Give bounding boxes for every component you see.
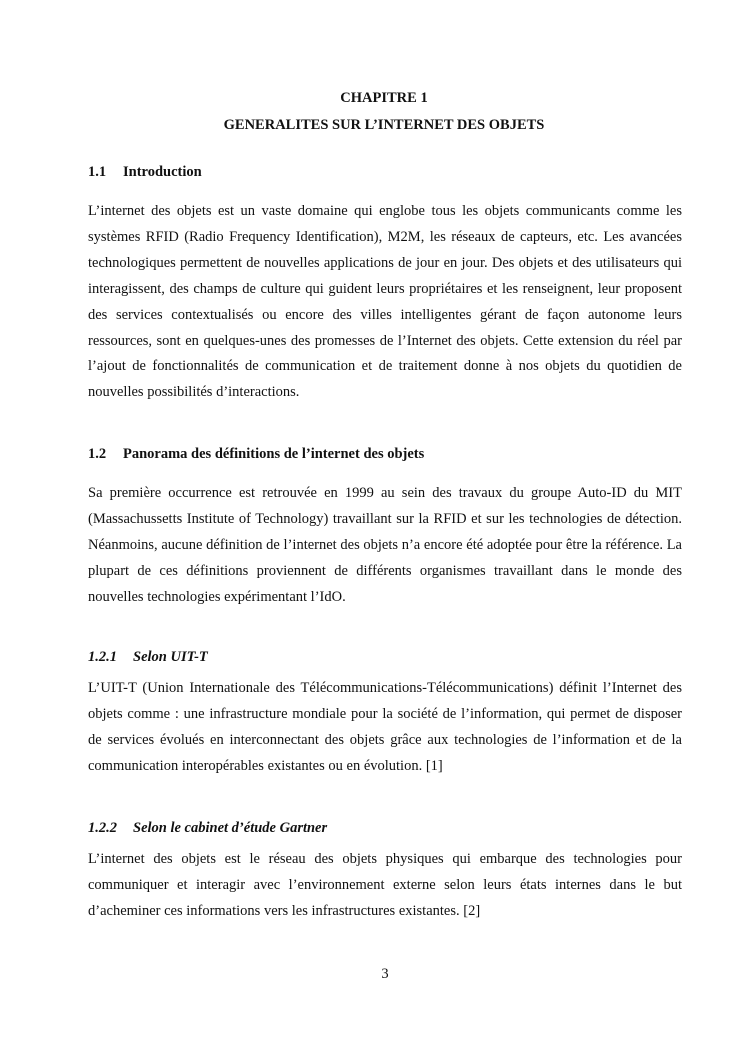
subsection-title: Selon UIT-T	[133, 649, 208, 665]
paragraph-intro: L’internet des objets est un vaste domaine qui englobe tous les objets communicants comme les systèmes RFID (Radio Frequency Identification), M2M, les réseaux de capteurs, etc. Les avancées technologiques permettent de nouvelles applications de jour en jour. Des objets et des utilisateurs qui interagissent, des champs de culture qui guident leurs propriétaires et les renseignent, leur proposent des services contextualisés ou encore des villes intelligentes gérant de façon autonome leurs ressources, sont en quelques-unes des promesses de l’Internet des objets. Cette extension du réel par l’ajout de fonctionnalités de communication et de traitement donne à nos objets du quotidien de nouvelles possibilités d’interactions.	[88, 203, 682, 401]
subsection-number: 1.2.2	[88, 820, 117, 836]
paragraph-gartner: L’internet des objets est le réseau des objets physiques qui embarque des technologies pour communiquer et interagir avec l’environnement externe selon leurs états internes dans le but d’acheminer ces informations vers les infrastructures existantes. [2]	[88, 851, 682, 919]
section-title: Introduction	[123, 164, 202, 180]
subsection-heading-uit	[88, 648, 208, 666]
section-heading-panorama	[88, 445, 424, 463]
section-number: 1.2	[88, 446, 107, 462]
chapter-title: GENERALITES SUR L’INTERNET DES OBJETS	[223, 117, 545, 133]
section-title: Panorama des définitions de l’internet des objets	[123, 446, 425, 462]
subsection-heading-gartner	[88, 819, 327, 837]
page-number: 3	[381, 966, 389, 982]
chapter-label: CHAPITRE 1	[340, 90, 428, 106]
section-heading-intro	[88, 163, 202, 181]
paragraph-panorama: Sa première occurrence est retrouvée en 1999 au sein des travaux du groupe Auto-ID du MIT (Massachussetts Institute of Technology) travaillant sur la RFID et sur les technologies de détection. Néanmoins, aucune définition de l’internet des objets n’a encore été adoptée pour être la référence. La plupart de ces définitions proviennent de différents organismes travaillant dans le monde des nouvelles technologies expérimentant l’IdO.	[88, 485, 682, 605]
paragraph-uit: L’UIT-T (Union Internationale des Télécommunications-Télécommunications) définit l’Internet des objets comme : une infrastructure mondiale pour la société de l’information, qui permet de disposer de services évolués en interconnectant des objets grâce aux technologies de l’information et de la communication interopérables existantes ou en évolution. [1]	[88, 680, 682, 774]
section-number: 1.1	[88, 164, 107, 180]
subsection-number: 1.2.1	[88, 649, 117, 665]
subsection-title: Selon le cabinet d’étude Gartner	[133, 820, 328, 836]
